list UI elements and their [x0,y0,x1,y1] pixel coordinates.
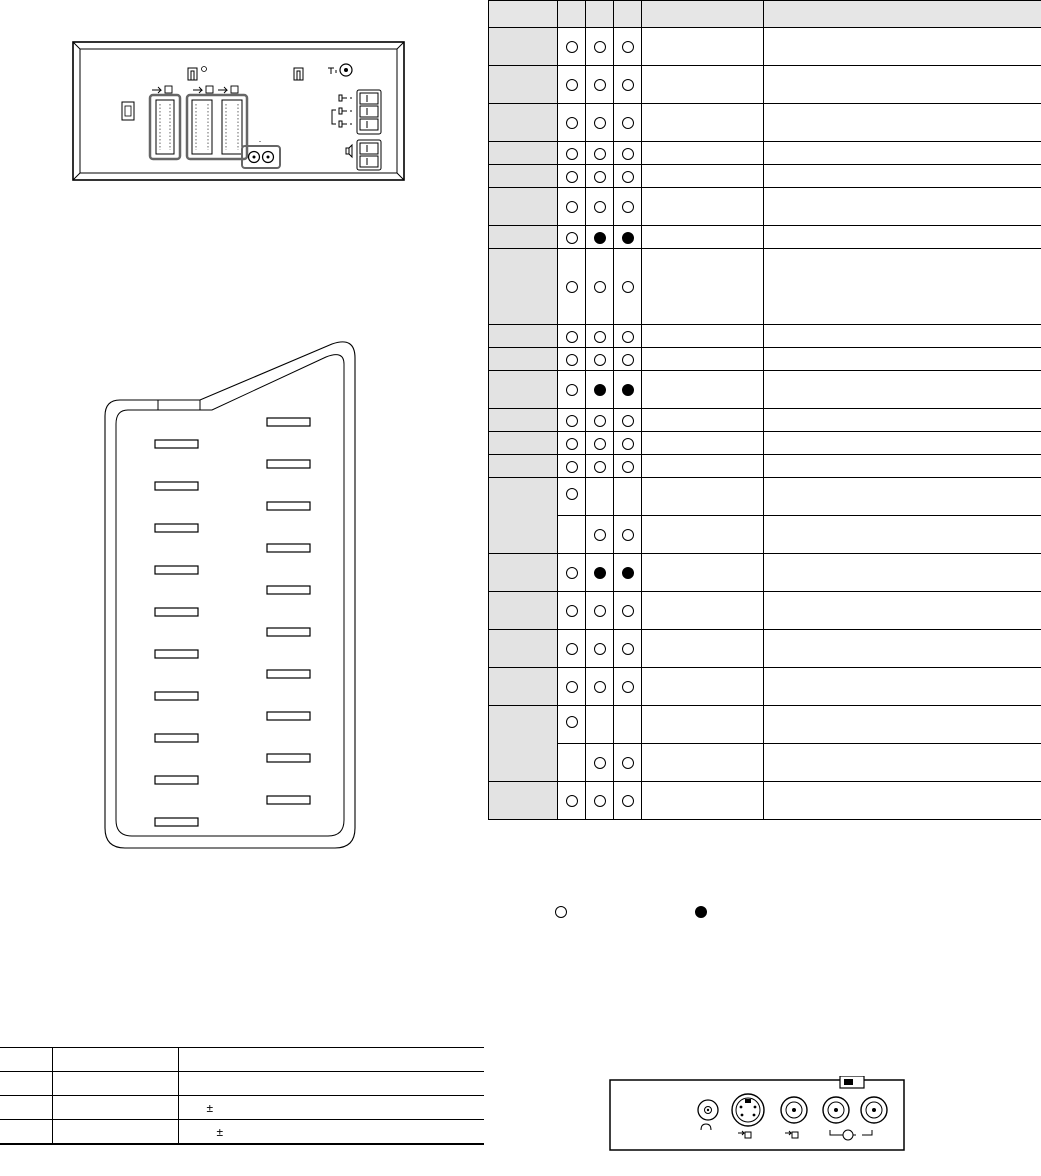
table-cell [0,1120,52,1145]
level-cell [764,706,1041,744]
scart-pin-slot [155,692,198,700]
legend [555,906,855,926]
mark-cell [558,142,586,165]
open-circle-icon [622,354,634,366]
table-row [489,28,1041,66]
mark-cell [586,371,614,409]
open-circle-icon [594,117,606,129]
mark-cell [558,249,586,325]
signal-cell [642,325,764,348]
mark-cell [558,782,586,820]
header-col2 [586,1,614,28]
table-row [489,188,1041,226]
scart-pin-slot [155,608,198,616]
mark-cell [614,516,642,554]
signal-cell [642,249,764,325]
scart-pin-slot [267,460,310,468]
signal-cell [642,226,764,249]
mark-cell [558,592,586,630]
table-cell [178,1072,484,1096]
mark-cell [614,592,642,630]
open-circle-icon [594,415,606,427]
signal-cell [642,554,764,592]
open-circle-icon [566,795,578,807]
table-row [489,706,1041,744]
open-circle-icon [594,681,606,693]
table-cell [0,1048,52,1072]
scart-pin-slot [155,776,198,784]
table-row [489,592,1041,630]
signal-cell [642,409,764,432]
table-row [489,348,1041,371]
scart-pin-slot [155,482,198,490]
open-circle-icon [566,415,578,427]
signal-cell [642,28,764,66]
level-cell [764,104,1041,142]
mark-cell [586,409,614,432]
rear-panel-drawing [62,38,410,188]
mark-cell [558,432,586,455]
table-cell: ± [178,1120,484,1145]
filled-circle-icon [594,232,606,244]
header-pin [489,1,558,28]
open-circle-icon [566,171,578,183]
signal-cell [642,706,764,744]
mark-cell [586,744,614,782]
mark-cell [558,104,586,142]
signal-cell [642,455,764,478]
mark-cell [586,782,614,820]
open-circle-icon [594,331,606,343]
open-circle-icon [622,331,634,343]
open-circle-icon [594,79,606,91]
mark-cell [586,630,614,668]
level-cell [764,325,1041,348]
table-row [489,782,1041,820]
mark-cell [614,478,642,516]
pin-number-cell [489,630,558,668]
table-cell [178,1048,484,1072]
scart-pin-slot [155,524,198,532]
pin-number-cell [489,455,558,478]
table-cell [0,1096,52,1120]
open-circle-icon [594,757,606,769]
header-signal [642,1,764,28]
mark-cell [614,744,642,782]
mark-cell [558,455,586,478]
mark-cell [586,226,614,249]
open-circle-icon [566,438,578,450]
filled-circle-icon [594,384,606,396]
open-circle-icon [566,148,578,160]
mark-cell [558,516,586,554]
mark-cell [586,668,614,706]
open-circle-icon [566,461,578,473]
signal-cell [642,188,764,226]
open-circle-icon [566,716,578,728]
mark-cell [614,142,642,165]
open-circle-icon [594,281,606,293]
open-circle-icon [566,488,578,500]
level-cell [764,188,1041,226]
open-circle-icon [566,41,578,53]
table-row [489,66,1041,104]
open-circle-icon [566,201,578,213]
table-row [489,478,1041,516]
header-col1 [558,1,586,28]
scart-pin-slot [155,818,198,826]
level-cell [764,516,1041,554]
level-cell [764,165,1041,188]
filled-circle-icon [622,567,634,579]
open-circle-icon [566,605,578,617]
filled-circle-icon [594,567,606,579]
table-row [489,165,1041,188]
table-row [0,1072,484,1096]
scart-pin-slot [267,712,310,720]
open-circle-icon [622,461,634,473]
mark-cell [586,325,614,348]
open-circle-icon [622,681,634,693]
open-circle-icon [566,643,578,655]
level-cell [764,630,1041,668]
signal-cell [642,432,764,455]
pin-number-cell [489,188,558,226]
mark-cell [614,348,642,371]
mark-cell [558,668,586,706]
open-circle-icon [594,461,606,473]
table-row [489,744,1041,782]
table-row [489,516,1041,554]
table-cell [0,1072,52,1096]
table-row [489,226,1041,249]
signal-cell [642,668,764,706]
mark-cell [586,348,614,371]
signal-cell [642,142,764,165]
table-row [489,142,1041,165]
pin-number-cell [489,104,558,142]
mark-cell [558,188,586,226]
scart-pin-slot [155,440,198,448]
open-circle-icon [566,281,578,293]
table-row [489,409,1041,432]
mark-cell [614,706,642,744]
open-circle-icon [594,605,606,617]
level-cell [764,66,1041,104]
pin-number-cell [489,66,558,104]
pin-number-cell [489,554,558,592]
signal-cell [642,630,764,668]
open-circle-icon [594,529,606,541]
mark-cell [586,142,614,165]
level-cell [764,226,1041,249]
open-circle-icon [622,148,634,160]
open-circle-icon [622,117,634,129]
mark-cell [586,455,614,478]
open-circle-icon [622,529,634,541]
mark-cell [558,371,586,409]
open-circle-icon [566,567,578,579]
header-col3 [614,1,642,28]
signal-cell [642,104,764,142]
mark-cell [558,478,586,516]
mark-cell [614,455,642,478]
mark-cell [558,409,586,432]
level-cell [764,409,1041,432]
mark-cell [614,668,642,706]
mark-cell [614,409,642,432]
open-circle-icon [622,201,634,213]
pin-number-cell [489,165,558,188]
level-cell [764,249,1041,325]
table-cell [52,1048,178,1072]
mark-cell [614,554,642,592]
table-cell [52,1072,178,1096]
mark-cell [586,706,614,744]
open-circle-icon [566,232,578,244]
mark-cell [586,104,614,142]
open-circle-icon [622,281,634,293]
table-row [0,1120,484,1145]
mark-cell [614,249,642,325]
open-circle-icon [555,906,567,918]
level-cell [764,478,1041,516]
mark-cell [586,249,614,325]
open-circle-icon [622,171,634,183]
level-cell [764,782,1041,820]
open-circle-icon [594,171,606,183]
scart-pin-slot [267,418,310,426]
mark-cell [558,706,586,744]
mode-switch-icon [840,1076,864,1088]
open-circle-icon [622,795,634,807]
mark-cell [558,554,586,592]
mark-cell [614,165,642,188]
open-circle-icon [622,415,634,427]
pin-number-cell [489,592,558,630]
mark-cell [614,104,642,142]
scart-pin-slot [155,650,198,658]
signal-cell [642,592,764,630]
pin-number-cell [489,249,558,325]
level-cell [764,668,1041,706]
mark-cell [614,782,642,820]
pin-number-cell [489,142,558,165]
mark-cell [558,66,586,104]
scart-pins [155,418,310,826]
mark-cell [558,226,586,249]
filled-circle-icon [622,232,634,244]
mark-cell [614,630,642,668]
mark-cell [586,592,614,630]
table-row [0,1048,484,1072]
table-cell [52,1096,178,1120]
scart-pin-slot [267,754,310,762]
mark-cell [614,66,642,104]
pin-number-cell [489,325,558,348]
mark-cell [558,630,586,668]
filled-circle-icon [622,384,634,396]
mark-cell [614,371,642,409]
table-row [489,104,1041,142]
pin-number-cell [489,706,558,782]
scart-connector-drawing [100,330,360,850]
open-circle-icon [594,643,606,655]
small-spec-table [0,1047,484,1145]
signal-cell [642,371,764,409]
pin-number-cell [489,432,558,455]
open-circle-icon [622,643,634,655]
mark-cell [614,188,642,226]
level-cell [764,371,1041,409]
open-circle-icon [566,384,578,396]
table-row [489,325,1041,348]
open-circle-icon [566,331,578,343]
open-circle-icon [622,605,634,617]
pin-number-cell [489,668,558,706]
open-circle-icon [622,438,634,450]
level-cell [764,592,1041,630]
open-circle-icon [566,117,578,129]
level-cell [764,455,1041,478]
mark-cell [558,348,586,371]
open-circle-icon [594,41,606,53]
mark-cell [614,226,642,249]
rear-panel-dot: · [258,136,262,146]
scart-pin-slot [267,628,310,636]
scart-pin-slot [267,796,310,804]
level-cell [764,28,1041,66]
table-header [489,1,1041,28]
open-circle-icon [594,438,606,450]
table-row [0,1096,484,1120]
mark-cell [586,478,614,516]
open-circle-icon [566,354,578,366]
filled-circle-icon [695,906,707,918]
table-row [489,668,1041,706]
scart-pin-slot [155,734,198,742]
mark-cell [558,325,586,348]
scart-pin-slot [267,502,310,510]
level-cell [764,432,1041,455]
open-circle-icon [622,41,634,53]
pin-number-cell [489,348,558,371]
open-circle-icon [622,79,634,91]
scart-pin-slot [267,586,310,594]
mark-cell [558,28,586,66]
mark-cell [558,165,586,188]
pin-assignment-table [488,0,1041,874]
table-cell [52,1120,178,1145]
open-circle-icon [622,757,634,769]
pin-number-cell [489,782,558,820]
mark-cell [614,432,642,455]
signal-cell [642,478,764,516]
level-cell [764,348,1041,371]
table-row [489,554,1041,592]
mark-cell [586,432,614,455]
open-circle-icon [594,354,606,366]
open-circle-icon [594,201,606,213]
pin-number-cell [489,226,558,249]
table-row [489,455,1041,478]
mark-cell [586,516,614,554]
signal-cell [642,348,764,371]
open-circle-icon [594,795,606,807]
mark-cell [586,66,614,104]
mark-cell [586,554,614,592]
open-circle-icon [566,79,578,91]
level-cell [764,142,1041,165]
signal-cell [642,782,764,820]
signal-cell [642,66,764,104]
open-circle-icon [566,681,578,693]
signal-cell [642,516,764,554]
mark-cell [586,188,614,226]
open-circle-icon [594,148,606,160]
mark-cell [586,28,614,66]
scart-pin-slot [155,566,198,574]
front-panel-drawing [608,1076,908,1154]
mark-cell [614,28,642,66]
table-row [489,630,1041,668]
table-cell: ± [178,1096,484,1120]
pin-number-cell [489,371,558,409]
pin-number-cell [489,478,558,554]
level-cell [764,744,1041,782]
level-cell [764,554,1041,592]
mark-cell [558,744,586,782]
mark-cell [586,165,614,188]
scart-pin-slot [267,544,310,552]
table-row [489,371,1041,409]
table-row [489,249,1041,325]
mark-cell [614,325,642,348]
pin-number-cell [489,28,558,66]
pin-number-cell [489,409,558,432]
header-level [764,1,1041,28]
signal-cell [642,165,764,188]
signal-cell [642,744,764,782]
scart-pin-slot [267,670,310,678]
table-row [489,432,1041,455]
